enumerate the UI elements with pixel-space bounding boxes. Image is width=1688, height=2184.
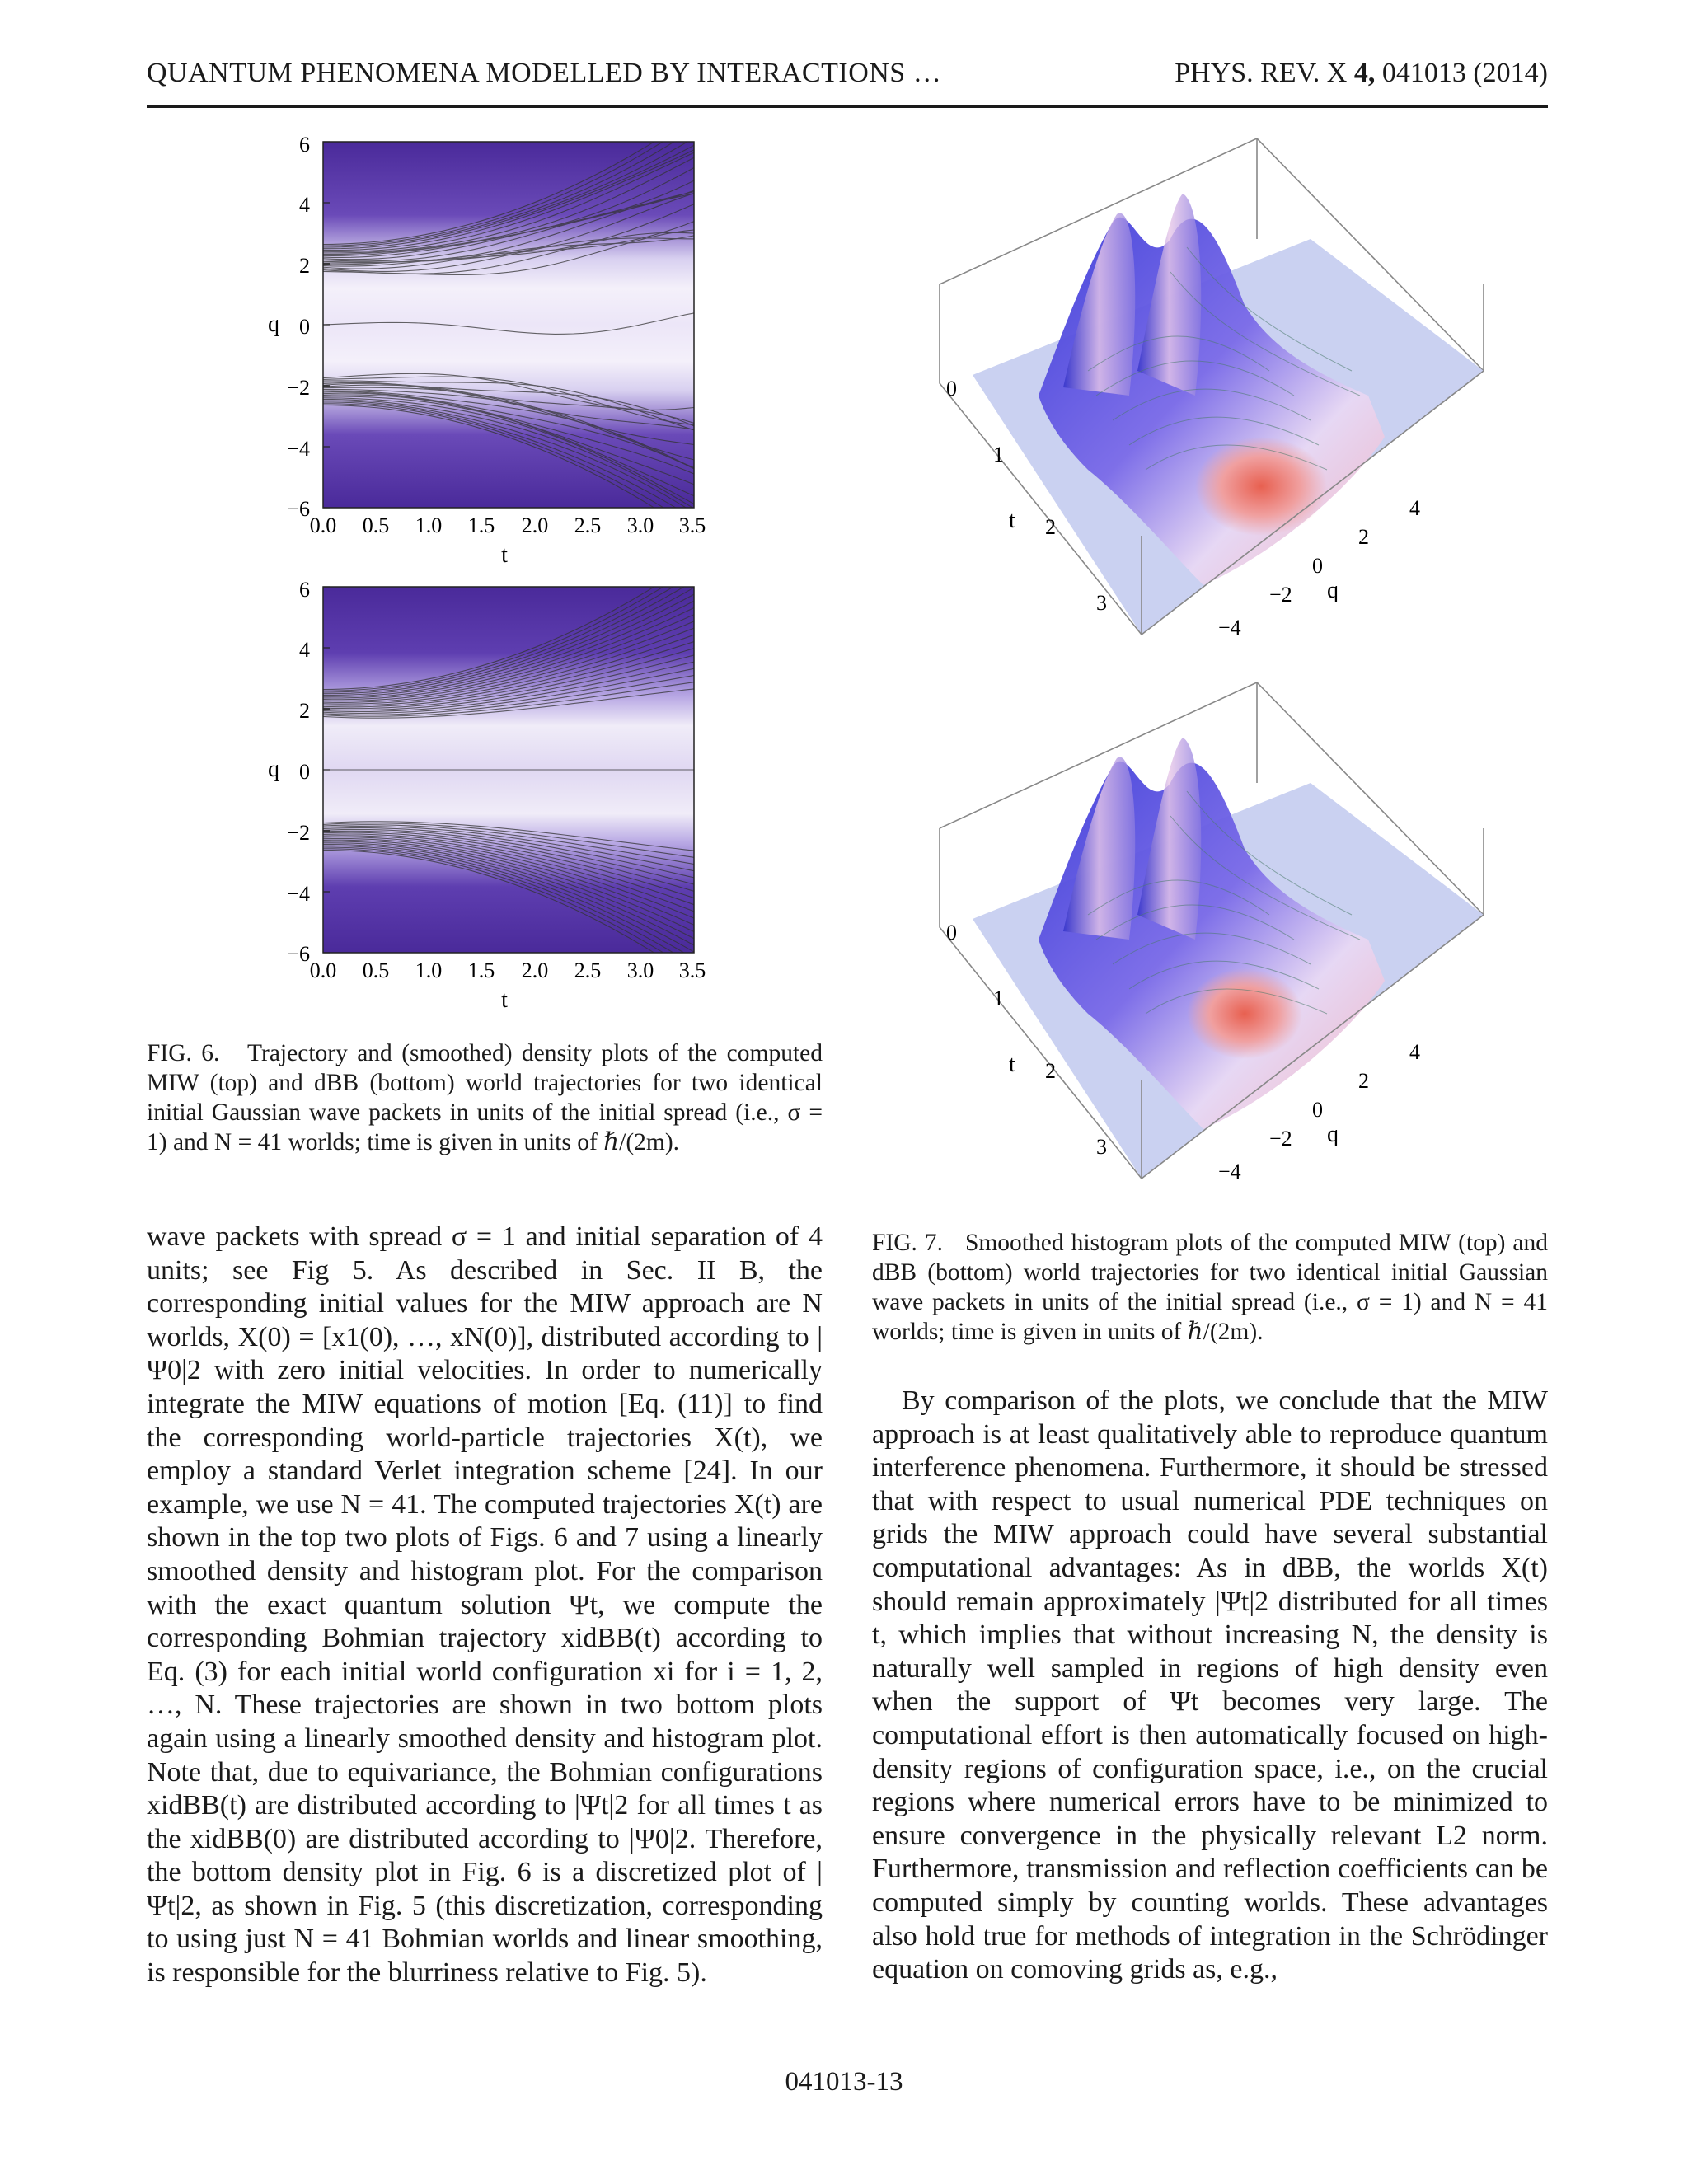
q-tick-label: −2 <box>1269 1127 1292 1151</box>
x-tick-label: 1.5 <box>467 513 495 537</box>
t-tick-label: 3 <box>1096 591 1107 615</box>
right-column-text <box>872 1385 1548 1987</box>
y-tick-label: 4 <box>299 638 310 662</box>
x-tick-label: 3.5 <box>678 958 706 982</box>
x-tick-label: 0.0 <box>309 958 337 982</box>
x-tick-label: 0.5 <box>362 958 390 982</box>
y-tick-label: −2 <box>287 376 310 400</box>
y-tick-label: 6 <box>299 133 310 157</box>
x-axis-label: t <box>501 987 508 1013</box>
t-tick-label: 1 <box>993 443 1004 466</box>
y-tick-label: −4 <box>287 882 310 906</box>
fig6-bottom-plot <box>256 569 717 1014</box>
q-tick-label: 0 <box>1312 1098 1323 1122</box>
journal-volume: 4, <box>1353 58 1376 88</box>
fig7-bottom-plot <box>923 668 1517 1203</box>
q-tick-label: 4 <box>1409 496 1420 520</box>
x-tick-label: 2.5 <box>574 513 602 537</box>
y-tick-label: 0 <box>299 760 310 784</box>
y-tick-label: 2 <box>299 699 310 723</box>
paragraph: By comparison of the plots, we conclude that the MIW approach is at least qualitatively able to reproduce quantum interference phenomena. Furthermore, it should be stressed that with respect to usual numerical PDE techniques on grids the MIW approach could have several substantial computational advantages: As in dBB, the worlds X(t) should remain approximately |Ψt|2 distributed for all times t, which implies that without increasing N, the density is naturally well sampled in regions of high density even when the support of Ψt becomes very large. The computational effort is then automatically focused on high-density regions of configuration space, i.e., on the crucial regions where numerical errors have to be minimized to ensure convergence in the physically relevant L2 norm. Furthermore, transmission and reflection coefficients can be computed simply by counting worlds. These advantages also hold true for methods of integration in the Schrödinger equation on comoving grids as, e.g., <box>872 1385 1548 1985</box>
journal-citation <box>1175 58 1548 89</box>
t-tick-label: 2 <box>1045 1059 1056 1083</box>
q-tick-label: 2 <box>1358 1069 1369 1093</box>
q-axis-label: q <box>1327 578 1339 603</box>
fig7-caption-label: FIG. 7. <box>872 1230 944 1256</box>
x-tick-label: 2.5 <box>574 958 602 982</box>
y-tick-label: −6 <box>287 497 310 521</box>
y-tick-label: 0 <box>299 315 310 339</box>
x-tick-label: 1.0 <box>415 958 443 982</box>
x-tick-label: 3.5 <box>678 513 706 537</box>
x-tick-label: 2.0 <box>521 513 549 537</box>
t-tick-label: 1 <box>993 987 1004 1010</box>
x-tick-label: 3.0 <box>626 958 654 982</box>
q-tick-label: 0 <box>1312 554 1323 578</box>
fig7-caption <box>872 1228 1548 1347</box>
q-tick-label: −4 <box>1218 1160 1241 1183</box>
running-header <box>147 58 1548 108</box>
t-tick-label: 0 <box>946 921 957 944</box>
article-id: 041013 (2014) <box>1381 58 1548 88</box>
y-tick-label: −2 <box>287 821 310 845</box>
q-axis-label: q <box>1327 1122 1339 1147</box>
fig6-caption-label: FIG. 6. <box>147 1040 220 1066</box>
x-tick-label: 1.5 <box>467 958 495 982</box>
fig6-top-plot <box>256 124 717 569</box>
t-tick-label: 3 <box>1096 1135 1107 1159</box>
y-tick-label: 6 <box>299 578 310 602</box>
q-tick-label: −2 <box>1269 583 1292 607</box>
y-tick-label: −4 <box>287 437 310 461</box>
q-tick-label: −4 <box>1218 616 1241 640</box>
paragraph: wave packets with spread σ = 1 and initial separation of 4 units; see Fig 5. As described in Sec. II B, the corresponding initial values for the MIW approach are N worlds, X(0) = [x1(0), …, xN(0)], distributed according to |Ψ0|2 with zero initial velocities. In order to numerically integrate the MIW equations of motion [Eq. (11)] to find the corresponding world-particle trajectories X(t), we employ a standard Verlet integration scheme [24]. In our example, we use N = 41. The computed trajectories X(t) are shown in the top two plots of Figs. 6 and 7 using a linearly smoothed density and histogram plot. For the comparison with the exact quantum solution Ψt, we compute the corresponding Bohmian trajectory xidBB(t) according to Eq. (3) for each initial world configuration xi for i = 1, 2, …, N. These trajectories are shown in two bottom plots again using a linearly smoothed density and histogram plot. Note that, due to equivariance, the Bohmian configurations xidBB(t) are distributed according to |Ψt|2 for all times t as the xidBB(0) are distributed according to |Ψ0|2. Therefore, the bottom density plot in Fig. 6 is a discretized plot of |Ψt|2, as shown in Fig. 5 (this discretization, corresponding to using just N = 41 Bohmian worlds and linear smoothing, is responsible for the blurriness relative to Fig. 5). <box>147 1221 823 1989</box>
x-tick-label: 0.5 <box>362 513 390 537</box>
y-axis-label: q <box>268 312 279 337</box>
fig7-top-plot <box>923 124 1517 659</box>
t-axis-label: t <box>1009 508 1015 533</box>
q-tick-label: 4 <box>1409 1040 1420 1064</box>
t-axis-label: t <box>1009 1052 1015 1077</box>
y-tick-label: 2 <box>299 254 310 278</box>
t-tick-label: 2 <box>1045 515 1056 539</box>
y-tick-label: 4 <box>299 193 310 217</box>
x-tick-label: 3.0 <box>626 513 654 537</box>
fig6-caption <box>147 1038 823 1157</box>
page-number: 041013-13 <box>785 2067 903 2097</box>
fig6-caption-text: Trajectory and (smoothed) density plots of the computed MIW (top) and dBB (bottom) world trajectories for two identical initial Gaussian wave packets in units of the initial spread (i.e., σ = 1) and N = 41 worlds; time is given in units of ℏ/(2m). <box>147 1040 823 1155</box>
fig7-caption-text: Smoothed histogram plots of the computed MIW (top) and dBB (bottom) world trajectories for two identical initial Gaussian wave packets in units of the initial spread (i.e., σ = 1) and N = 41 worlds; time is given in units of ℏ/(2m). <box>872 1230 1548 1345</box>
x-tick-label: 1.0 <box>415 513 443 537</box>
left-column-text <box>147 1221 823 1990</box>
x-tick-label: 2.0 <box>521 958 549 982</box>
y-axis-label: q <box>268 757 279 782</box>
t-tick-label: 0 <box>946 377 957 401</box>
x-tick-label: 0.0 <box>309 513 337 537</box>
y-tick-label: −6 <box>287 942 310 966</box>
x-axis-label: t <box>501 542 508 568</box>
q-tick-label: 2 <box>1358 525 1369 549</box>
journal-prefix: PHYS. REV. X <box>1175 58 1348 88</box>
running-title: QUANTUM PHENOMENA MODELLED BY INTERACTIONS … <box>147 58 942 88</box>
